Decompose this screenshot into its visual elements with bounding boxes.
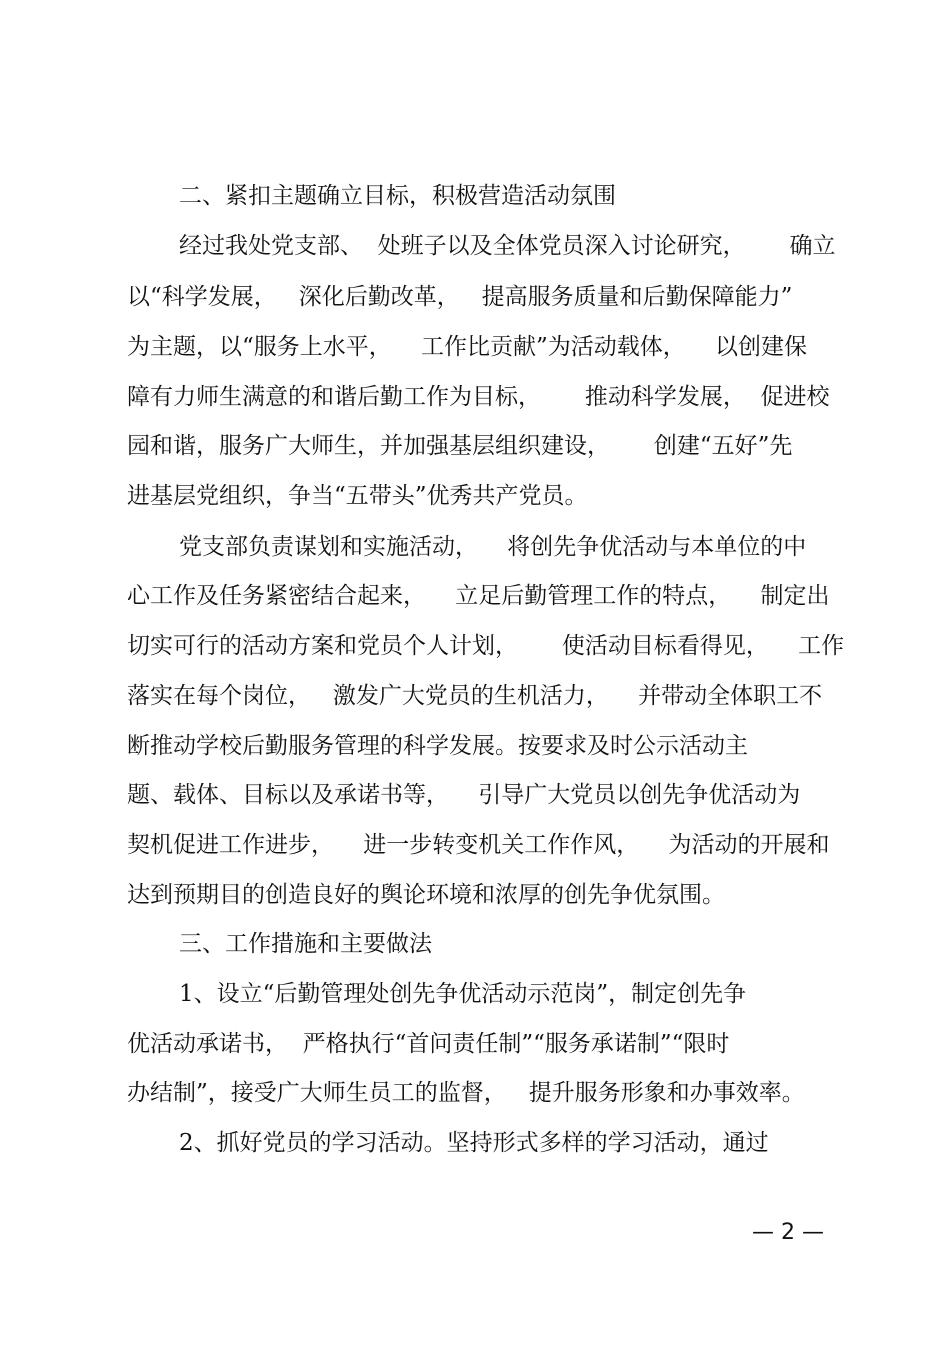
paragraph-line: 进基层党组织，争当“五带头”优秀共产党员。 <box>127 483 588 509</box>
section-heading-2: 二、紧扣主题确立目标，积极营造活动氛围 <box>179 183 616 209</box>
paragraph-line: 以“科学发展， 深化后勤改革， 提高服务质量和后勤保障能力” <box>127 284 793 310</box>
paragraph-line: 办结制”，接受广大师生员工的监督， 提升服务形象和办事效率。 <box>127 1080 805 1106</box>
paragraph-line: 达到预期目的创造良好的舆论环境和浓厚的创先争优氛围。 <box>127 882 725 908</box>
paragraph-line: 题、载体、目标以及承诺书等， 引导广大党员以创先争优活动为 <box>127 782 801 808</box>
paragraph-line: 障有力师生满意的和谐后勤工作为目标， 推动科学发展， 促进校 <box>127 384 830 410</box>
paragraph-line: 契机促进工作进步， 进一步转变机关工作作风， 为活动的开展和 <box>127 832 830 858</box>
page-number: — 2 — <box>752 1220 824 1245</box>
paragraph-line: 切实可行的活动方案和党员个人计划， 使活动目标看得见， 工作 <box>127 633 845 659</box>
paragraph-line: 2、抓好党员的学习活动。坚持形式多样的学习活动，通过 <box>179 1130 769 1156</box>
section-heading-3: 三、工作措施和主要做法 <box>179 931 432 957</box>
paragraph-line: 落实在每个岗位， 激发广大党员的生机活力， 并带动全体职工不 <box>127 683 823 709</box>
paragraph-line: 优活动承诺书， 严格执行“首问责任制”“服务承诺制”“限时 <box>127 1031 730 1057</box>
paragraph-line: 心工作及任务紧密结合起来， 立足后勤管理工作的特点， 制定出 <box>127 583 830 609</box>
paragraph-line: 园和谐，服务广大师生，并加强基层组织建设， 创建“五好”先 <box>127 433 793 459</box>
paragraph-line: 1、设立“后勤管理处创先争优活动示范岗”，制定创先争 <box>179 981 747 1007</box>
paragraph-line: 经过我处党支部、 处班子以及全体党员深入讨论研究， 确立 <box>179 233 836 259</box>
paragraph-line: 为主题，以“服务上水平， 工作比贡献”为活动载体， 以创建保 <box>127 334 808 360</box>
paragraph-line: 党支部负责谋划和实施活动， 将创先争优活动与本单位的中 <box>179 534 807 560</box>
paragraph-line: 断推动学校后勤服务管理的科学发展。按要求及时公示活动主 <box>127 733 748 759</box>
